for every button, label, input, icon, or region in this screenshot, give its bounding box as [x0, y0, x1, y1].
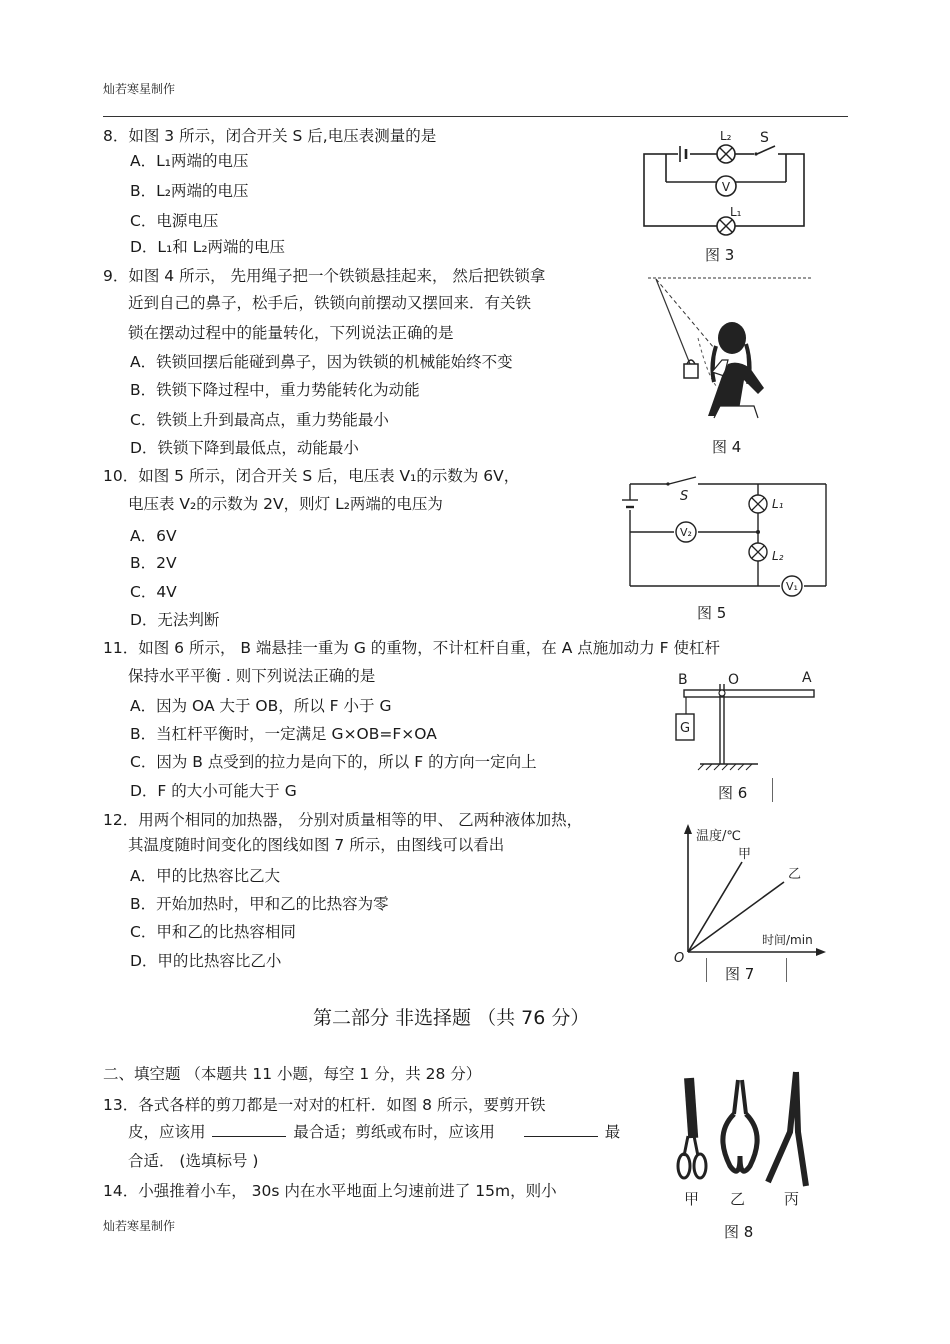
- figure-3-circuit: [636, 124, 816, 264]
- figure-5-caption: 图 5: [697, 604, 727, 622]
- label-g: G: [679, 721, 691, 736]
- header-rule: [103, 116, 848, 117]
- option-a: A．甲的比热容比乙大: [130, 867, 281, 885]
- label-s: S: [680, 489, 689, 504]
- text-fragment: 皮，应该用: [128, 1123, 206, 1141]
- option-a: A．铁锁回摆后能碰到鼻子，因为铁锁的机械能始终不变: [130, 353, 513, 371]
- lever-bar: [684, 690, 814, 697]
- option-d: D．F 的大小可能大于 G: [130, 782, 297, 800]
- option-d: D．L₁和 L₂两端的电压: [130, 238, 286, 256]
- option-b: B．当杠杆平衡时，一定满足 G×OB=F×OA: [130, 725, 437, 743]
- question-stem: 10．如图 5 所示，闭合开关 S 后，电压表 V₁的示数为 6V，: [103, 467, 520, 485]
- question-stem: 12．用两个相同的加热器， 分别对质量相等的甲、 乙两种液体加热，: [103, 811, 583, 829]
- pliers-icon: [723, 1114, 740, 1171]
- switch-icon: [669, 477, 696, 484]
- option-a: A．因为 OA 大于 OB，所以 F 小于 G: [130, 697, 392, 715]
- label-l1: L₁: [730, 205, 742, 219]
- figure-4-pendulum: [646, 268, 816, 438]
- label-v2: V₂: [680, 526, 692, 539]
- text-fragment: 最合适；剪纸或布时，应该用: [293, 1123, 495, 1141]
- option-b: B．开始加热时，甲和乙的比热容为零: [130, 895, 389, 913]
- label-jia: 甲: [738, 847, 752, 862]
- label-l2: L₂: [720, 129, 732, 143]
- figure-5-circuit: [618, 474, 834, 604]
- scissors-icon: [678, 1154, 690, 1178]
- page-header: 灿若寒星制作: [103, 82, 176, 96]
- figure-7-caption: 图 7: [725, 965, 755, 983]
- figure-3-caption: 图 3: [705, 246, 735, 264]
- question-14-stem: 14．小强推着小车， 30s 内在水平地面上匀速前进了 15m，则小: [103, 1182, 557, 1200]
- question-stem: 13．各式各样的剪刀都是一对对的杠杆．如图 8 所示，要剪开铁: [103, 1096, 546, 1114]
- figure-6-caption: 图 6: [718, 784, 748, 802]
- option-b: B．L₂两端的电压: [130, 182, 249, 200]
- voltmeter-label: V: [721, 180, 731, 194]
- label-l2: L₂: [772, 549, 784, 563]
- y-axis-label: 温度/℃: [696, 829, 741, 844]
- label-l1: L₁: [772, 497, 784, 511]
- label-yi: 乙: [730, 1190, 746, 1208]
- shears-icon: [768, 1072, 796, 1182]
- option-b: B．铁锁下降过程中，重力势能转化为动能: [130, 381, 420, 399]
- option-c: C．甲和乙的比热容相同: [130, 923, 296, 941]
- girl-head-icon: [718, 322, 746, 354]
- answer-blank-1[interactable]: [212, 1120, 286, 1137]
- divider: [706, 958, 707, 982]
- divider: [772, 778, 773, 802]
- question-stem-line: 保持水平平衡 . 则下列说法正确的是: [128, 667, 376, 685]
- option-b: B．2V: [130, 554, 177, 572]
- section-2-title: 第二部分 非选择题 （共 76 分）: [313, 1007, 590, 1029]
- question-stem-line: 合适． (选填标号 ): [128, 1152, 259, 1170]
- figure-8-scissors: [672, 1066, 832, 1214]
- question-stem-line: 电压表 V₂的示数为 2V，则灯 L₂两端的电压为: [128, 495, 443, 513]
- divider: [786, 958, 787, 982]
- figure-6-lever: [664, 664, 824, 776]
- question-stem: 8．如图 3 所示，闭合开关 S 后,电压表测量的是: [103, 127, 437, 145]
- label-o: O: [728, 672, 740, 688]
- x-axis-label: 时间/min: [762, 933, 813, 947]
- line-jia: [688, 862, 742, 952]
- lock-icon: [684, 364, 698, 378]
- question-stem-line: 其温度随时间变化的图线如图 7 所示，由图线可以看出: [128, 836, 505, 854]
- option-a: A．L₁两端的电压: [130, 152, 249, 170]
- figure-8-caption: 图 8: [724, 1223, 754, 1241]
- option-d: D．甲的比热容比乙小: [130, 952, 282, 970]
- question-stem-line: 锁在摆动过程中的能量转化，下列说法正确的是: [128, 324, 454, 342]
- label-jia: 甲: [684, 1190, 700, 1208]
- option-c: C．4V: [130, 583, 177, 601]
- label-s: S: [760, 130, 769, 146]
- question-stem-line: 近到自己的鼻子，松手后，铁锁向前摆动又摆回来．有关铁: [128, 294, 532, 312]
- question-stem: 11．如图 6 所示， B 端悬挂一重为 G 的重物，不计杠杆自重，在 A 点施加动力 F 使杠杆: [103, 639, 721, 657]
- question-stem: 9．如图 4 所示， 先用绳子把一个铁锁悬挂起来， 然后把铁锁拿: [103, 267, 546, 285]
- label-yi: 乙: [788, 867, 802, 882]
- option-c: C．因为 B 点受到的拉力是向下的，所以 F 的方向一定向上: [130, 753, 537, 771]
- figure-4-caption: 图 4: [712, 438, 742, 456]
- figure-7-graph: [670, 820, 830, 964]
- label-b: B: [678, 672, 688, 688]
- option-d: D．无法判断: [130, 611, 220, 629]
- label-bing: 丙: [784, 1190, 800, 1208]
- answer-blank-2[interactable]: [524, 1120, 598, 1137]
- option-c: C．电源电压: [130, 212, 219, 230]
- question-stem-line: [128, 1120, 620, 1142]
- option-c: C．铁锁上升到最高点，重力势能最小: [130, 411, 389, 429]
- fill-in-heading: 二、填空题 （本题共 11 小题，每空 1 分，共 28 分）: [103, 1065, 482, 1083]
- origin-label: O: [674, 951, 685, 964]
- text-fragment: 最: [604, 1123, 621, 1141]
- option-d: D．铁锁下降到最低点，动能最小: [130, 439, 359, 457]
- label-a: A: [802, 670, 812, 686]
- label-v1: V₁: [786, 580, 798, 593]
- option-a: A．6V: [130, 527, 177, 545]
- page-footer: 灿若寒星制作: [103, 1219, 176, 1233]
